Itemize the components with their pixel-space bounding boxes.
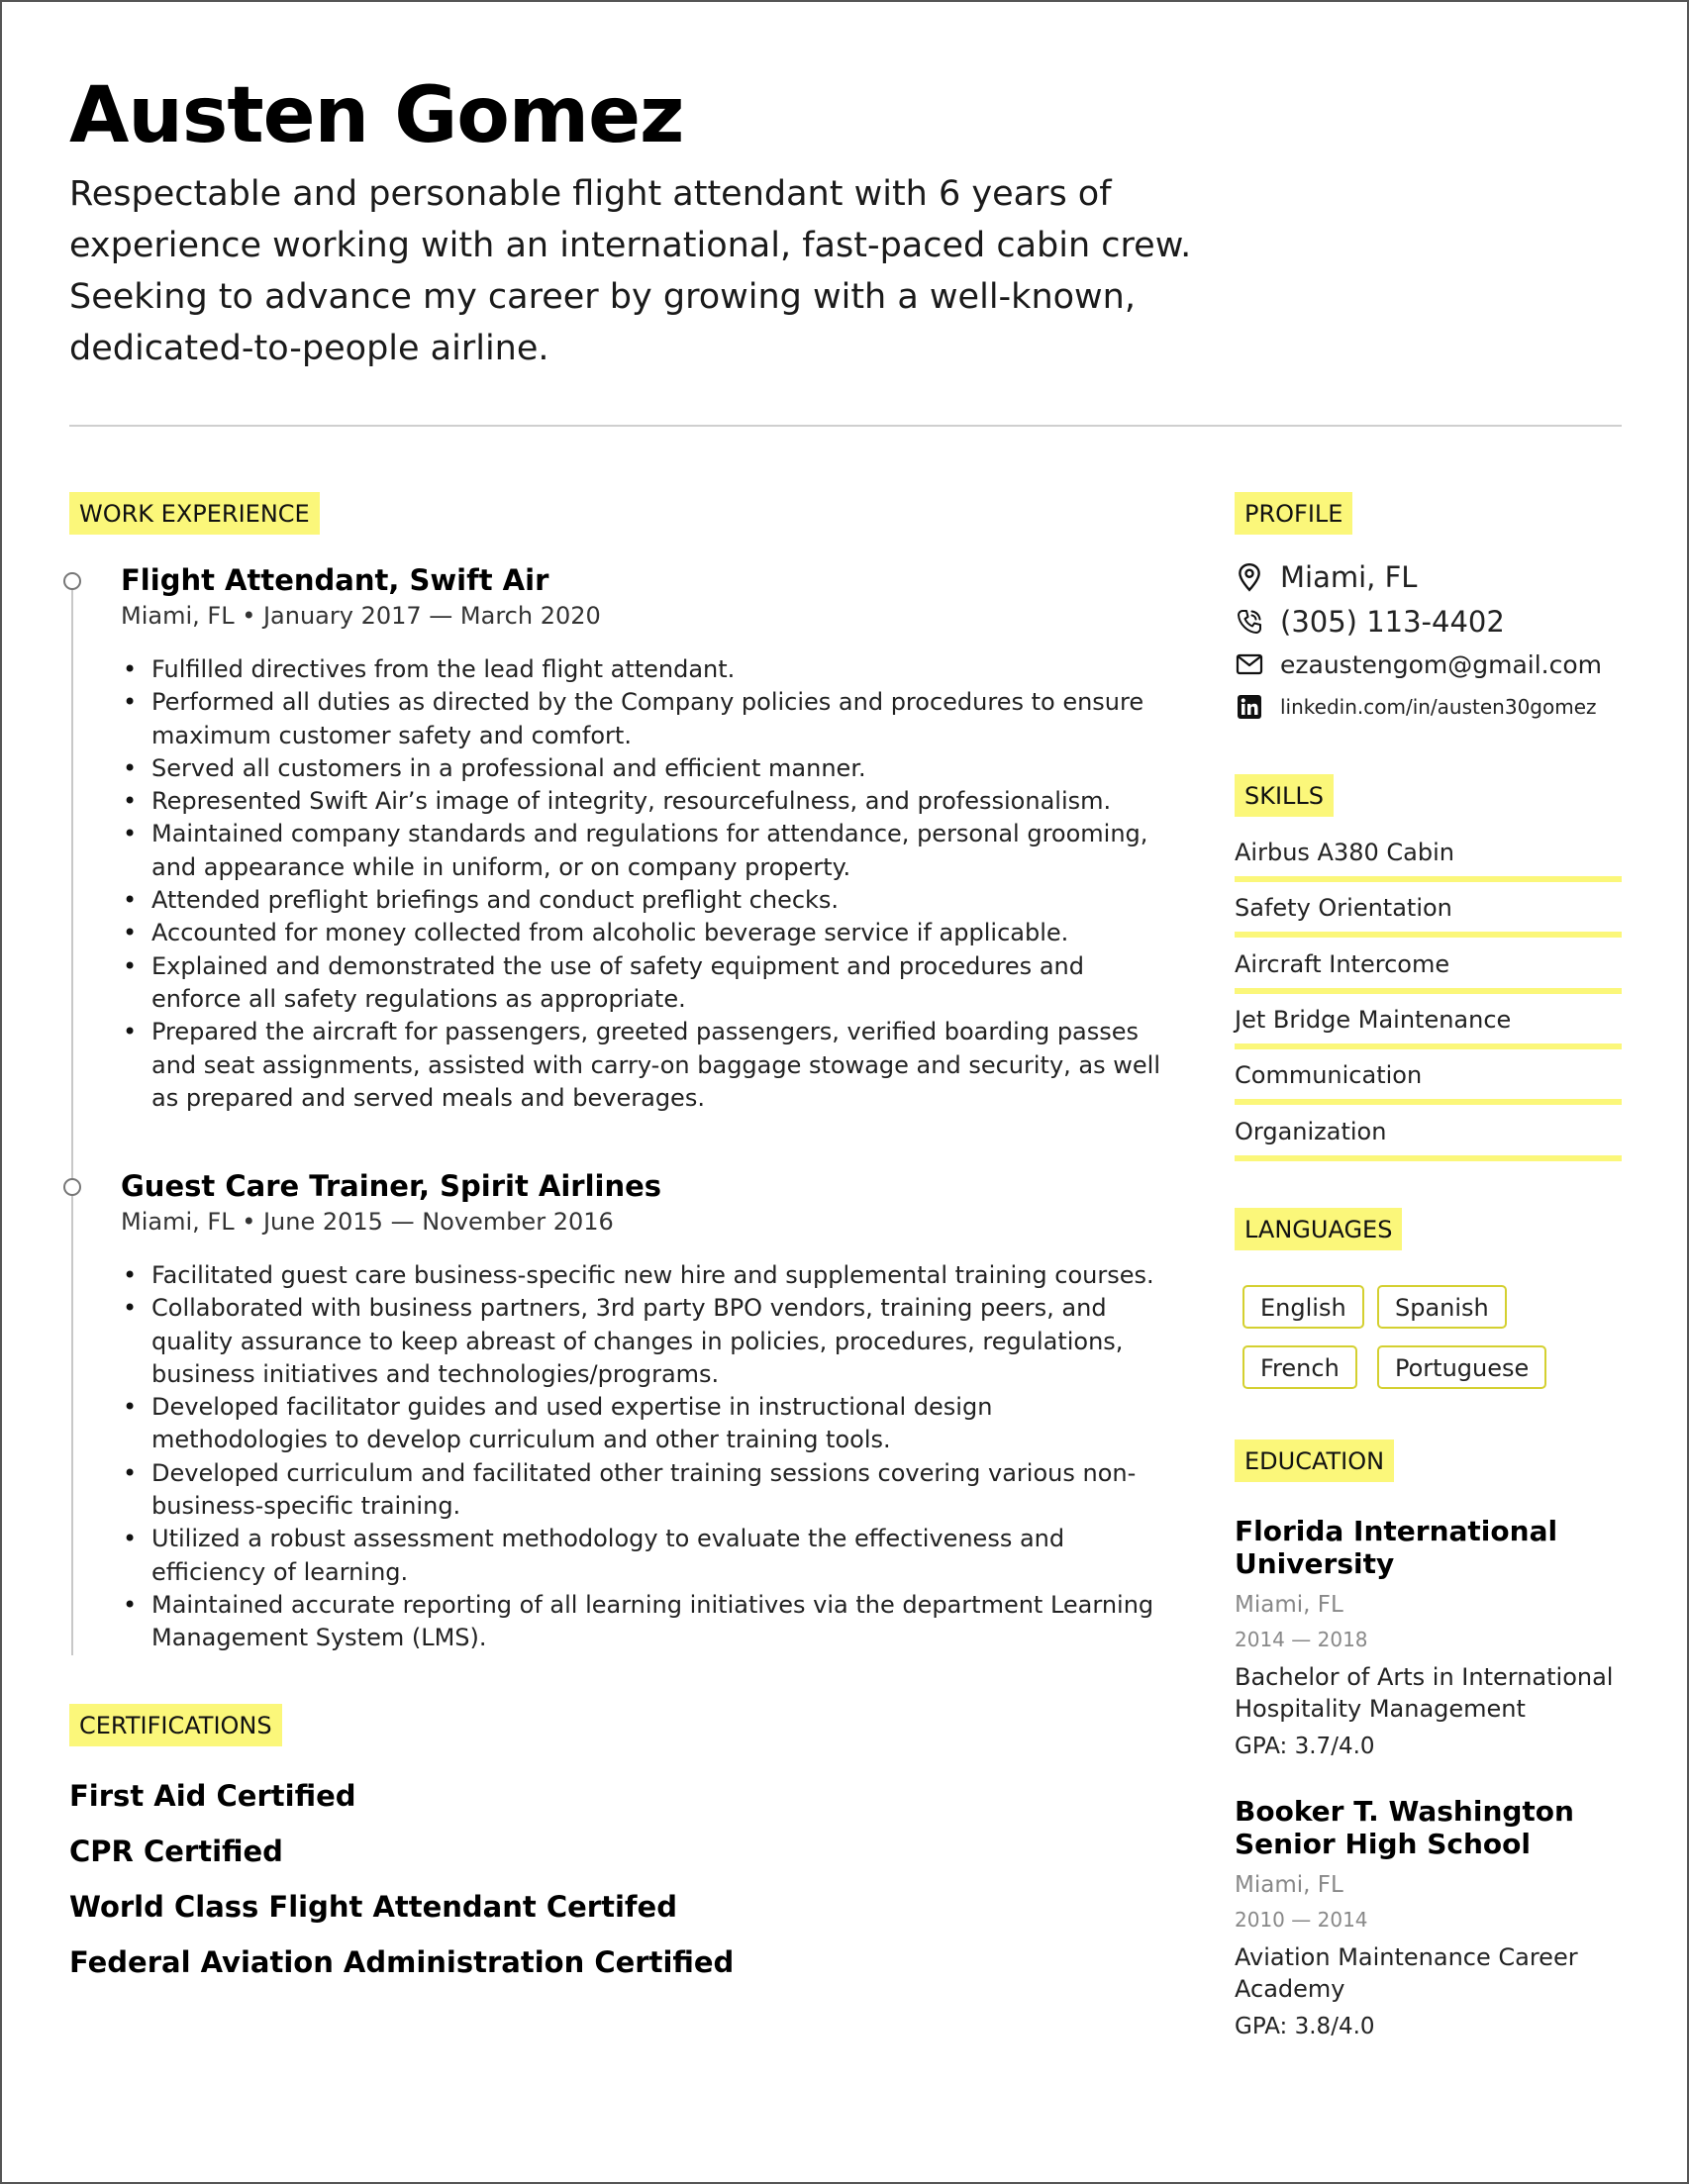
skill-label: Communication xyxy=(1235,1061,1423,1089)
candidate-name: Austen Gomez xyxy=(69,71,684,160)
skill-item xyxy=(1235,894,1622,922)
education-gpa: GPA: 3.7/4.0 xyxy=(1235,1734,1375,1759)
job-title: Guest Care Trainer, Spirit Airlines xyxy=(121,1169,662,1203)
contact-phone xyxy=(1235,605,1505,639)
job-bullet: • Served all customers in a professional and efficient manner. xyxy=(121,752,1170,785)
education-location: Miami, FL xyxy=(1235,1592,1343,1618)
skill-bar xyxy=(1235,1043,1622,1049)
language-pill: Portuguese xyxy=(1377,1345,1546,1389)
job-bullet: • Utilized a robust assessment methodology to evaluate the effectiveness and efficiency of learning. xyxy=(121,1523,1170,1589)
contact-email xyxy=(1235,649,1602,679)
job-bullet: • Fulfilled directives from the lead flight attendant. xyxy=(121,653,1170,686)
job-bullet: • Represented Swift Air’s image of integrity, resourcefulness, and professionalism. xyxy=(121,785,1170,818)
job-bullet: • Developed curriculum and facilitated other training sessions covering various non-business-specific training. xyxy=(121,1457,1170,1524)
education-location: Miami, FL xyxy=(1235,1872,1343,1898)
job-bullet: • Collaborated with business partners, 3rd party BPO vendors, training peers, and quality assurance to keep abreast of changes in policies, procedures, regulations, business initiatives and technologies/programs. xyxy=(121,1292,1170,1391)
contact-linkedin xyxy=(1235,692,1597,722)
timeline-dot xyxy=(63,572,81,590)
skill-label: Safety Orientation xyxy=(1235,894,1452,922)
certification-item: CPR Certified xyxy=(69,1835,283,1868)
job-bullet: • Prepared the aircraft for passengers, greeted passengers, verified boarding passes and seat assignments, assisted with carry-on baggage stowage and security, as well as prepared and served meals and beverages. xyxy=(121,1016,1170,1115)
job-bullet: • Accounted for money collected from alcoholic beverage service if applicable. xyxy=(121,917,1170,949)
skill-item xyxy=(1235,839,1622,866)
skill-bar xyxy=(1235,932,1622,938)
skill-bar xyxy=(1235,876,1622,882)
certifications-heading: CERTIFICATIONS xyxy=(69,1704,282,1746)
job-bullets xyxy=(121,653,1170,1115)
education-degree: Aviation Maintenance Career Academy xyxy=(1235,1943,1578,2003)
email-link[interactable]: ezaustengom@gmail.com xyxy=(1280,649,1603,679)
skill-label: Jet Bridge Maintenance xyxy=(1235,1006,1512,1034)
education-years: 2014 — 2018 xyxy=(1235,1628,1368,1651)
phone-link[interactable]: (305) 113-4402 xyxy=(1280,605,1505,639)
skill-bar xyxy=(1235,1155,1622,1161)
certification-list xyxy=(69,1779,734,2001)
skill-label: Organization xyxy=(1235,1118,1387,1145)
summary-text: Respectable and personable flight attendant with 6 years of experience working with an international, fast-paced cabin crew. Seeking to advance my career by growing with a well-known, dedicated-to-people airline. xyxy=(69,174,1192,368)
mail-icon xyxy=(1235,649,1264,679)
job-bullets xyxy=(121,1259,1170,1655)
job-title: Flight Attendant, Swift Air xyxy=(121,563,549,597)
certification-item: Federal Aviation Administration Certified xyxy=(69,1945,735,1979)
skill-label: Aircraft Intercome xyxy=(1235,950,1450,978)
skill-item xyxy=(1235,1061,1622,1089)
language-pill: French xyxy=(1242,1345,1357,1389)
education-school: Booker T. Washington Senior High School xyxy=(1235,1795,1574,1860)
timeline-dot xyxy=(63,1178,81,1196)
skill-bar xyxy=(1235,988,1622,994)
education-years: 2010 — 2014 xyxy=(1235,1908,1368,1932)
education-heading: EDUCATION xyxy=(1235,1439,1394,1482)
job-meta: Miami, FL • January 2017 — March 2020 xyxy=(121,602,601,630)
job-bullet: • Attended preflight briefings and conduct preflight checks. xyxy=(121,884,1170,917)
profile-heading: PROFILE xyxy=(1235,492,1352,535)
education-degree: Bachelor of Arts in International Hospitality Management xyxy=(1235,1663,1614,1723)
job-bullet: • Maintained company standards and regulations for attendance, personal grooming, and appearance while in uniform, or on company property. xyxy=(121,818,1170,884)
language-pill: English xyxy=(1242,1285,1364,1329)
skills-heading: SKILLS xyxy=(1235,774,1334,817)
job-bullet: • Performed all duties as directed by the Company policies and procedures to ensure maximum customer safety and comfort. xyxy=(121,686,1170,752)
education-school: Florida International University xyxy=(1235,1515,1558,1580)
contact-location xyxy=(1235,560,1417,594)
skill-item xyxy=(1235,950,1622,978)
certification-item: First Aid Certified xyxy=(69,1779,356,1813)
job-bullet: • Explained and demonstrated the use of safety equipment and procedures and enforce all safety regulations as appropriate. xyxy=(121,950,1170,1017)
skill-label: Airbus A380 Cabin xyxy=(1235,839,1454,866)
job-bullet: • Maintained accurate reporting of all learning initiatives via the department Learning Management System (LMS). xyxy=(121,1589,1170,1655)
timeline-line xyxy=(71,581,73,1655)
skill-item xyxy=(1235,1118,1622,1145)
skill-item xyxy=(1235,1006,1622,1034)
phone-icon xyxy=(1235,607,1264,637)
language-pill: Spanish xyxy=(1377,1285,1507,1329)
languages-heading: LANGUAGES xyxy=(1235,1208,1402,1250)
job-bullet: • Facilitated guest care business-specific new hire and supplemental training courses. xyxy=(121,1259,1170,1292)
certification-item: World Class Flight Attendant Certifed xyxy=(69,1890,677,1924)
skill-bar xyxy=(1235,1099,1622,1105)
work-experience-heading: WORK EXPERIENCE xyxy=(69,492,320,535)
education-gpa: GPA: 3.8/4.0 xyxy=(1235,2014,1375,2039)
job-meta: Miami, FL • June 2015 — November 2016 xyxy=(121,1208,614,1236)
header-divider xyxy=(69,425,1622,427)
linkedin-link[interactable]: linkedin.com/in/austen30gomez xyxy=(1280,695,1597,719)
location-text: Miami, FL xyxy=(1280,560,1418,594)
linkedin-icon xyxy=(1235,692,1264,722)
location-pin-icon xyxy=(1235,562,1264,592)
job-bullet: • Developed facilitator guides and used expertise in instructional design methodologies to develop curriculum and other training tools. xyxy=(121,1391,1170,1457)
